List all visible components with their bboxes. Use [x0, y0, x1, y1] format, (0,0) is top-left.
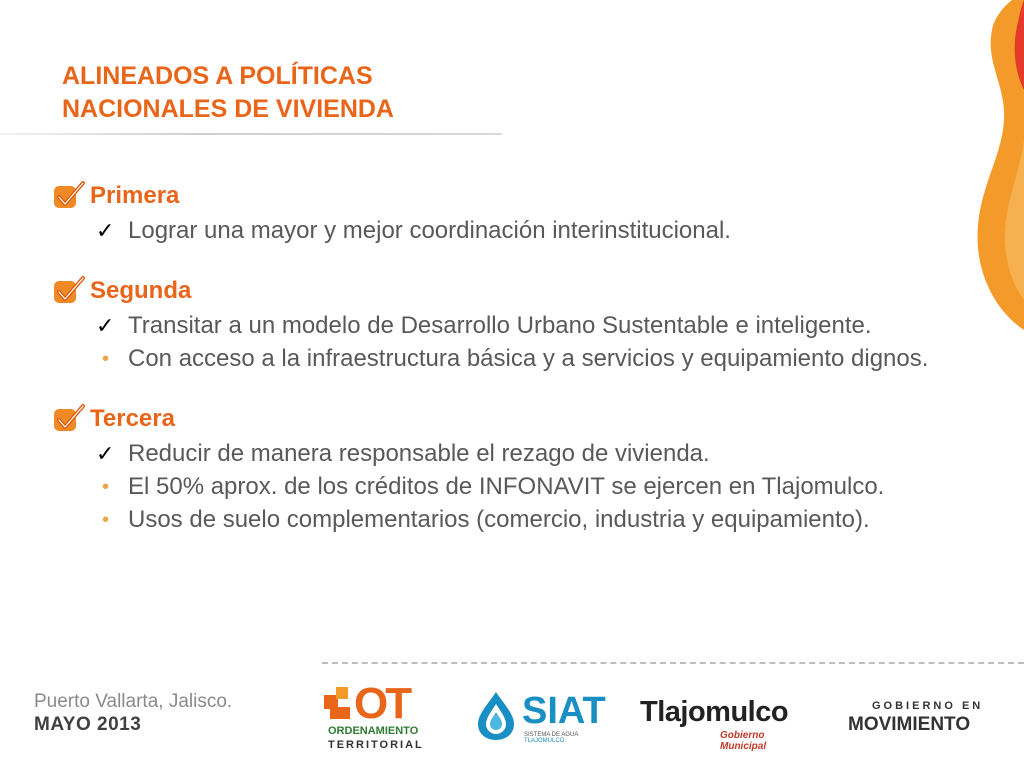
orange-check-badge-icon — [52, 403, 86, 435]
list-item-text: Usos de suelo complementarios (comercio, industria y equipamiento). — [128, 506, 870, 533]
footer-divider — [322, 662, 1024, 664]
section-segunda — [52, 275, 1002, 373]
section-heading-label: Primera — [90, 182, 180, 209]
siat-logo-subtitle — [524, 732, 578, 744]
section-heading — [52, 403, 1002, 435]
tlajomulco-logo — [640, 688, 810, 750]
ot-logo-text: OT — [354, 679, 410, 728]
bullet-dot-icon: • — [102, 476, 110, 498]
siat-sub-line-2: TLAJOMULCO — [524, 738, 565, 744]
list-item-text: Lograr una mayor y mejor coordinación interinstitucional. — [128, 217, 731, 244]
list-item — [96, 473, 1002, 501]
list-item — [96, 312, 1002, 340]
bullet-dot-icon: • — [102, 348, 110, 370]
tlajomulco-logo-subtitle: Gobierno Municipal — [720, 730, 767, 752]
title-line-2: NACIONALES DE VIVIENDA — [62, 95, 394, 123]
section-heading — [52, 275, 1002, 307]
ot-logo-line-2: TERRITORIAL — [328, 739, 424, 751]
section-heading — [52, 180, 1002, 212]
water-drop-icon — [474, 690, 518, 742]
list-item-text: Reducir de manera responsable el rezago de vivienda. — [128, 440, 710, 467]
footer-date: MAYO 2013 — [34, 714, 142, 735]
ordenamiento-territorial-logo — [322, 679, 442, 755]
list-item-text: Transitar a un modelo de Desarrollo Urbano Sustentable e inteligente. — [128, 312, 872, 339]
list-item — [96, 440, 1002, 468]
title-line-1: ALINEADOS A POLÍTICAS — [62, 62, 373, 90]
orange-check-badge-icon — [52, 275, 86, 307]
checkmark-icon: ✓ — [96, 313, 115, 338]
content-list — [52, 180, 1002, 564]
tlajomulco-logo-text: Tlajomulco — [640, 696, 789, 728]
siat-logo — [474, 688, 608, 750]
siat-sub-line-1: SISTEMA DE AGUA — [524, 732, 579, 738]
list-item — [96, 345, 1002, 373]
section-primera — [52, 180, 1002, 245]
section-heading-label: Tercera — [90, 405, 175, 432]
slide-title — [62, 60, 394, 126]
checkmark-icon: ✓ — [96, 441, 115, 466]
footer-place: Puerto Vallarta, Jalisco. — [34, 691, 233, 712]
title-divider — [0, 133, 502, 135]
bullet-dot-icon: • — [102, 509, 110, 531]
list-item-text: El 50% aprox. de los créditos de INFONAVIT se ejercen en Tlajomulco. — [128, 473, 885, 500]
ot-logo-line-1: ORDENAMIENTO — [328, 725, 419, 737]
gobierno-logo-line-2: MOVIMIENTO — [848, 714, 971, 735]
list-item-text: Con acceso a la infraestructura básica y a servicios y equipamiento dignos. — [128, 345, 929, 372]
checkmark-icon: ✓ — [96, 218, 115, 243]
ot-logo-mark-icon — [322, 685, 356, 725]
gobierno-logo-line-1: GOBIERNO EN — [872, 700, 984, 712]
gobierno-en-movimiento-logo — [848, 698, 998, 743]
section-tercera — [52, 403, 1002, 534]
orange-check-badge-icon — [52, 180, 86, 212]
list-item — [96, 217, 1002, 245]
siat-logo-text: SIAT — [522, 690, 606, 732]
section-heading-label: Segunda — [90, 277, 192, 304]
list-item — [96, 506, 1002, 534]
